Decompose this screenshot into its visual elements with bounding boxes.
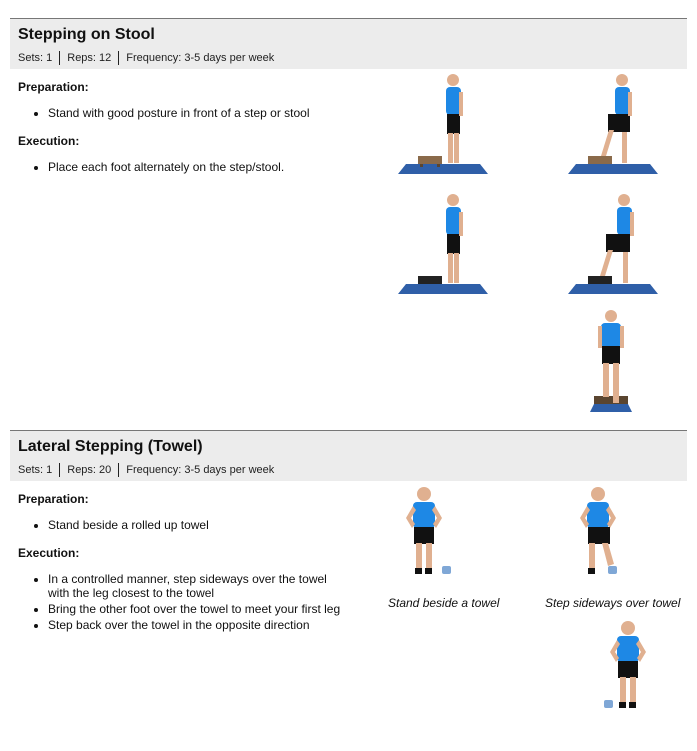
- exercise-title: Lateral Stepping (Towel): [18, 438, 203, 455]
- execution-heading: Execution:: [18, 546, 80, 560]
- exercise-lateral-stepping-towel: [10, 430, 687, 751]
- execution-list: [48, 572, 348, 632]
- exercise-title: Stepping on Stool: [18, 26, 155, 43]
- preparation-heading: Preparation:: [18, 492, 89, 506]
- frequency-label: Frequency: 3-5 days per week: [118, 51, 281, 65]
- reps-label: Reps: 12: [59, 51, 118, 65]
- exercise-stepping-on-stool: [10, 18, 687, 423]
- list-item: • Stand beside a rolled up towel: [48, 518, 370, 532]
- exercise-instructions: [10, 70, 370, 176]
- preparation-list: [48, 518, 370, 532]
- list-item: • Place each foot alternately on the step/stool.: [48, 160, 370, 174]
- exercise-photo-stand-front-of-stool: [396, 70, 490, 176]
- figure-caption: Step sideways over towel: [545, 596, 681, 610]
- exercise-photo-step-up-front: [576, 306, 646, 418]
- exercise-photo-stand-beside-towel: [398, 484, 458, 584]
- preparation-list: [48, 106, 370, 120]
- execution-list: [48, 160, 370, 174]
- list-item: • Step back over the towel in the opposite direction: [48, 618, 348, 632]
- exercise-photo-stand-side: [396, 190, 490, 296]
- exercise-header: [10, 18, 687, 69]
- exercise-photo-step-up-left: [566, 70, 660, 176]
- exercise-header: [10, 430, 687, 481]
- execution-heading: Execution:: [18, 134, 80, 148]
- list-item: • Stand with good posture in front of a step or stool: [48, 106, 370, 120]
- exercise-instructions: [10, 482, 370, 634]
- exercise-meta: [18, 51, 687, 65]
- list-item: • In a controlled manner, step sideways over the towel with the leg closest to the towel: [48, 572, 348, 600]
- exercise-photo-step-up-right: [566, 190, 660, 296]
- exercise-meta: [18, 463, 687, 477]
- sets-label: Sets: 1: [18, 464, 53, 476]
- frequency-label: Frequency: 3-5 days per week: [118, 463, 281, 477]
- exercise-photo-feet-together-past-towel: [598, 618, 658, 718]
- sets-label: Sets: 1: [18, 52, 53, 64]
- exercise-photo-step-over-towel: [568, 484, 628, 584]
- figure-caption: Stand beside a towel: [388, 596, 500, 610]
- reps-label: Reps: 20: [59, 463, 118, 477]
- list-item: • Bring the other foot over the towel to meet your first leg: [48, 602, 348, 616]
- preparation-heading: Preparation:: [18, 80, 89, 94]
